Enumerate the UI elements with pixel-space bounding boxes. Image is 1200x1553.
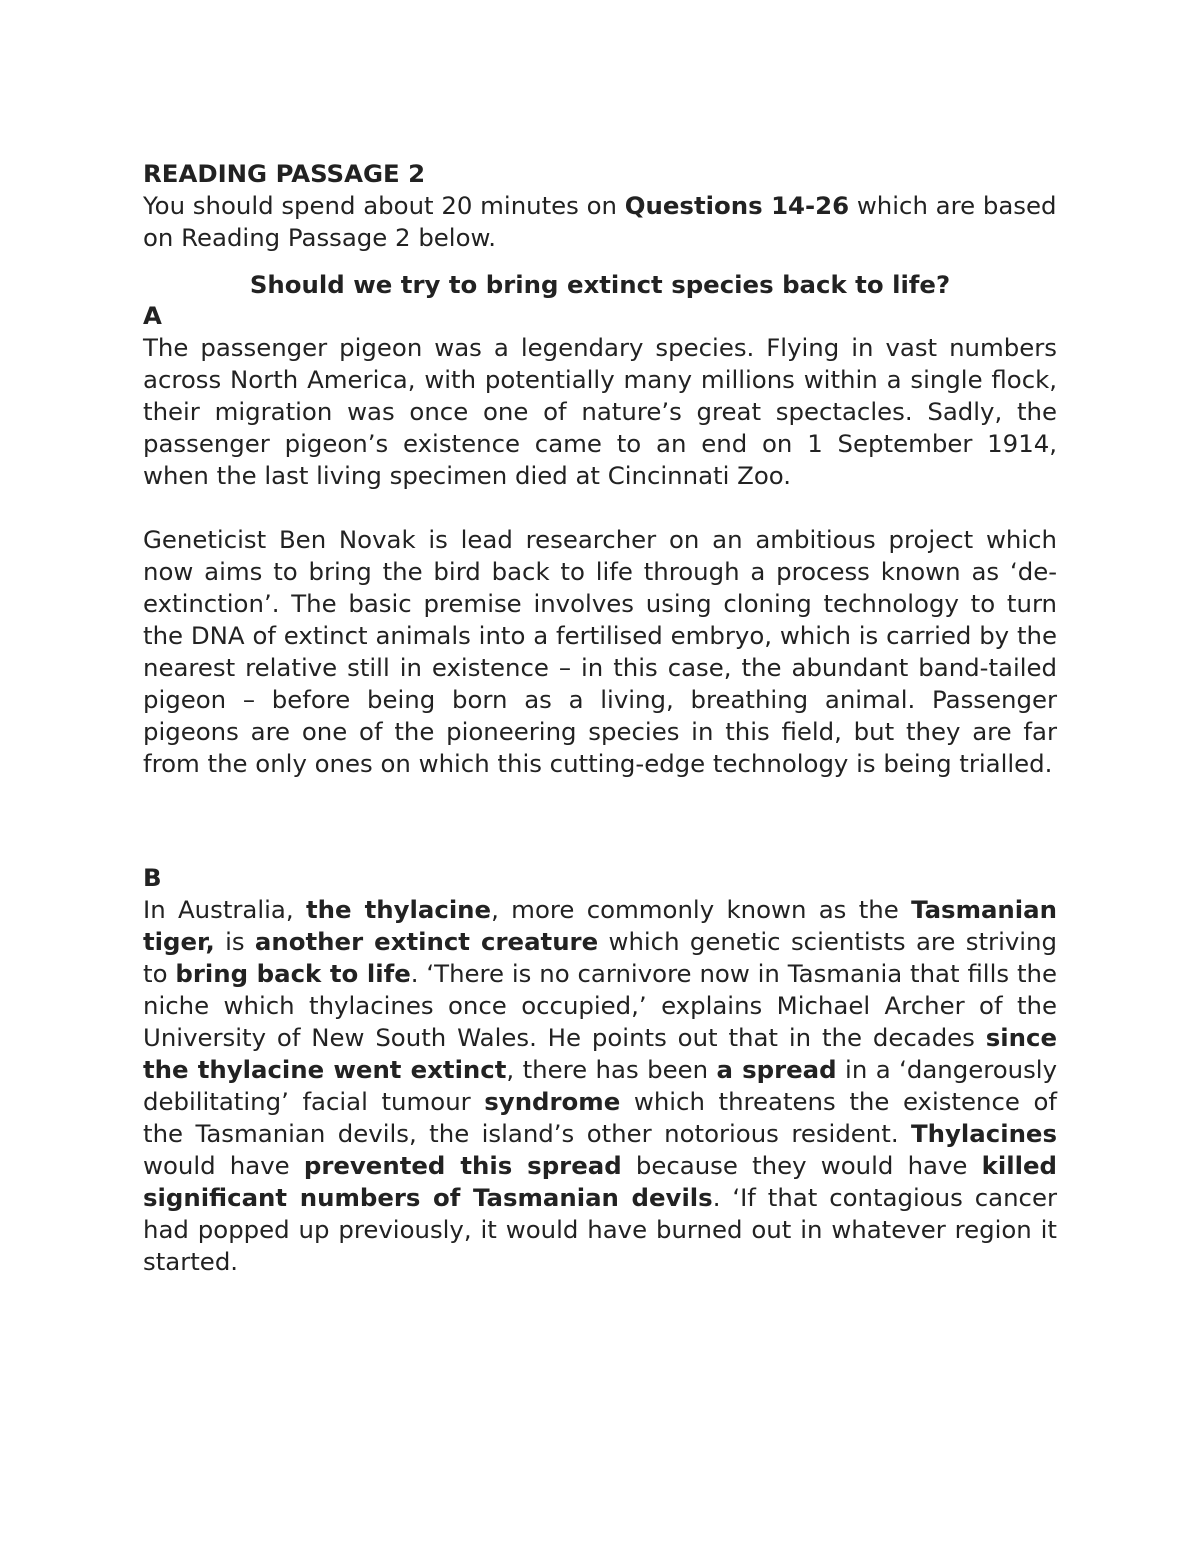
section-a-paragraph-1: The passenger pigeon was a legendary species. Flying in vast numbers across North America, with potentially many millions within a single flock, their migration was once one of nature’s great spectacles. Sadly, the passenger pigeon’s existence came to an end on 1 September 1914, when the last living specimen died at Cincinnati Zoo.: [143, 333, 1057, 490]
bold-run: killed significant numbers of Tasmanian devils: [143, 1151, 1057, 1212]
text-run: . ‘If that contagious cancer had popped up previously, it would have burned out in whatever region it started.: [143, 1183, 1057, 1276]
bold-run: the thylacine: [305, 895, 492, 924]
bold-run: prevented this spread: [303, 1151, 622, 1180]
text-run: in a ‘dangerously debilitating’ facial tumour: [143, 1055, 1058, 1116]
instructions-text-1: You should spend about 20 minutes on: [143, 191, 625, 220]
bold-run: since the thylacine went extinct: [143, 1023, 1057, 1084]
paragraph-gap: [143, 492, 1057, 524]
text-run: would have: [143, 1151, 304, 1180]
section-gap: [143, 780, 1057, 862]
bold-run: another extinct creature: [254, 927, 599, 956]
document-page: [143, 158, 1057, 1278]
instructions: [143, 190, 1057, 254]
instructions-questions: Questions 14-26: [624, 191, 850, 220]
instructions-text-2: which are based on Reading Passage 2 below.: [143, 191, 1057, 252]
text-run: , more commonly known as the: [491, 895, 912, 924]
text-run: which threatens the existence of the Tasmanian devils, the island’s other notorious resident.: [143, 1087, 1057, 1148]
bold-run: Tasmanian tiger,: [143, 895, 1057, 956]
text-run: which genetic scientists are striving to: [143, 927, 1057, 988]
text-run: . ‘There is no carnivore now in Tasmania that fills the niche which thylacines once occupied,’ explains Michael Archer of the University of New South Wales. He points out that in the decades: [143, 959, 1057, 1052]
text-run: is: [214, 927, 255, 956]
text-run: In Australia,: [143, 895, 306, 924]
section-b-label: B: [143, 863, 162, 892]
passage-title: Should we try to bring extinct species back to life?: [249, 270, 951, 299]
bold-run: Thylacines: [911, 1119, 1057, 1148]
section-a-paragraph-2: Geneticist Ben Novak is lead researcher on an ambitious project which now aims to bring the bird back to life through a process known as ‘de-extinction’. The basic premise involves using cloning technology to turn the DNA of extinct animals into a fertilised embryo, which is carried by the nearest relative still in existence – in this case, the abundant band-tailed pigeon – before being born as a living, breathing animal. Passenger pigeons are one of the pioneering species in this field, but they are far from the only ones on which this cutting-edge technology is being trialled.: [143, 525, 1057, 778]
bold-run: bring back to life: [175, 959, 411, 988]
bold-run: syndrome: [484, 1087, 621, 1116]
section-a-label: A: [143, 301, 162, 330]
passage-heading: READING PASSAGE 2: [143, 159, 426, 188]
text-run: because they would have: [621, 1151, 982, 1180]
bold-run: a spread: [716, 1055, 837, 1084]
section-b-paragraph: [143, 894, 1057, 1278]
text-run: , there has been: [506, 1055, 717, 1084]
